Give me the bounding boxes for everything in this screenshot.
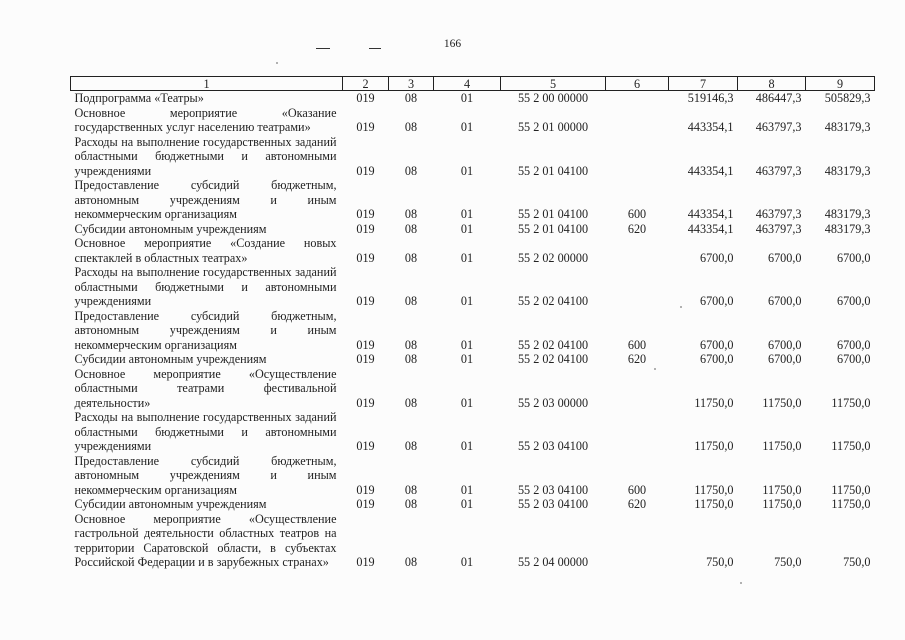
target-article-code: 55 2 03 00000 bbox=[517, 395, 589, 410]
amount-col9: 483179,3 bbox=[824, 221, 871, 236]
target-article-code: 55 2 00 00000 bbox=[517, 91, 589, 105]
amount-col9: 483179,3 bbox=[824, 207, 871, 221]
expense-type-code bbox=[606, 91, 669, 106]
table-row bbox=[71, 410, 875, 454]
amount-col7: 443354,1 bbox=[687, 163, 734, 178]
grbs-code: 019 bbox=[356, 482, 375, 497]
amount-col8: 11750,0 bbox=[762, 497, 802, 511]
row-name: Субсидии автономным учреждениям bbox=[74, 221, 267, 236]
table-row bbox=[71, 454, 875, 498]
grbs-code: 019 bbox=[356, 221, 375, 236]
row-name: Основное мероприятие «Оказание государственных услуг населению театрами» bbox=[74, 105, 337, 134]
target-article-code: 55 2 02 04100 bbox=[517, 294, 589, 308]
row-name: Предоставление субсидий бюджетным, автономным учреждениям и иным некоммерческим организациям bbox=[74, 178, 337, 221]
subsection-code: 01 bbox=[460, 497, 474, 511]
amount-col7: 519146,3 bbox=[687, 91, 734, 105]
section-code: 08 bbox=[404, 439, 418, 453]
target-article-code: 55 2 01 04100 bbox=[517, 207, 589, 221]
section-code: 08 bbox=[404, 337, 418, 352]
target-article-code: 55 2 01 04100 bbox=[517, 221, 589, 236]
amount-col7: 443354,1 bbox=[687, 120, 734, 134]
subsection-code: 01 bbox=[460, 221, 474, 236]
section-code: 08 bbox=[404, 497, 418, 511]
amount-col9: 11750,0 bbox=[831, 439, 871, 453]
expense-type-code bbox=[606, 410, 669, 454]
table-row bbox=[71, 178, 875, 222]
section-code: 08 bbox=[404, 250, 418, 265]
header-row bbox=[71, 77, 875, 91]
page-number: 166 bbox=[443, 38, 462, 50]
table-row bbox=[71, 222, 875, 237]
header-cell: 9 bbox=[806, 77, 875, 91]
row-name: Основное мероприятие «Создание новых спектаклей в областных театрах» bbox=[74, 236, 337, 265]
expense-type-code: 600 bbox=[627, 337, 647, 352]
amount-col7: 6700,0 bbox=[699, 250, 734, 265]
subsection-code: 01 bbox=[460, 395, 474, 410]
section-code: 08 bbox=[404, 221, 418, 236]
section-code: 08 bbox=[404, 207, 418, 221]
row-name: Расходы на выполнение государственных заданий областными бюджетными и автономными учреждениями bbox=[74, 410, 337, 453]
amount-col7: 11750,0 bbox=[694, 482, 734, 497]
amount-col9: 750,0 bbox=[843, 555, 871, 569]
section-code: 08 bbox=[404, 482, 418, 497]
amount-col9: 11750,0 bbox=[831, 497, 871, 511]
grbs-code: 019 bbox=[356, 120, 375, 134]
subsection-code: 01 bbox=[460, 91, 474, 105]
amount-col8: 486447,3 bbox=[755, 91, 802, 105]
header-cell: 3 bbox=[389, 77, 434, 91]
amount-col8: 6700,0 bbox=[767, 337, 802, 352]
amount-col9: 6700,0 bbox=[836, 250, 871, 265]
section-code: 08 bbox=[404, 294, 418, 308]
amount-col8: 463797,3 bbox=[755, 163, 802, 178]
amount-col8: 11750,0 bbox=[762, 482, 802, 497]
expense-type-code bbox=[606, 367, 669, 411]
table-row bbox=[71, 309, 875, 353]
table-row bbox=[71, 352, 875, 367]
amount-col7: 6700,0 bbox=[699, 294, 734, 308]
scan-speck bbox=[276, 62, 278, 64]
subsection-code: 01 bbox=[460, 555, 474, 569]
target-article-code: 55 2 02 00000 bbox=[517, 250, 589, 265]
header-cell: 4 bbox=[434, 77, 501, 91]
expense-type-code bbox=[606, 106, 669, 135]
amount-col7: 6700,0 bbox=[699, 337, 734, 352]
target-article-code: 55 2 03 04100 bbox=[517, 497, 589, 511]
amount-col7: 11750,0 bbox=[694, 439, 734, 453]
grbs-code: 019 bbox=[356, 555, 375, 569]
table-row bbox=[71, 91, 875, 106]
table-row bbox=[71, 367, 875, 411]
subsection-code: 01 bbox=[460, 352, 474, 366]
grbs-code: 019 bbox=[356, 352, 375, 366]
section-code: 08 bbox=[404, 555, 418, 569]
subsection-code: 01 bbox=[460, 120, 474, 134]
target-article-code: 55 2 03 04100 bbox=[517, 482, 589, 497]
amount-col9: 483179,3 bbox=[824, 120, 871, 134]
row-name: Основное мероприятие «Осуществление областными театрами фестивальной деятельности» bbox=[74, 366, 337, 410]
amount-col9: 6700,0 bbox=[836, 294, 871, 308]
amount-col8: 11750,0 bbox=[762, 439, 802, 453]
grbs-code: 019 bbox=[356, 91, 375, 105]
amount-col8: 750,0 bbox=[774, 555, 802, 569]
header-cell: 6 bbox=[606, 77, 669, 91]
section-code: 08 bbox=[404, 395, 418, 410]
header-cell: 2 bbox=[343, 77, 389, 91]
target-article-code: 55 2 04 00000 bbox=[517, 555, 589, 569]
table-row bbox=[71, 135, 875, 179]
amount-col9: 505829,3 bbox=[824, 91, 871, 105]
table-row bbox=[71, 512, 875, 570]
subsection-code: 01 bbox=[460, 294, 474, 308]
amount-col7: 750,0 bbox=[706, 555, 734, 569]
target-article-code: 55 2 01 00000 bbox=[517, 120, 589, 134]
expense-type-code bbox=[606, 512, 669, 570]
amount-col8: 463797,3 bbox=[755, 207, 802, 221]
amount-col9: 11750,0 bbox=[831, 395, 871, 410]
row-name: Подпрограмма «Театры» bbox=[74, 91, 204, 105]
section-code: 08 bbox=[404, 352, 418, 366]
grbs-code: 019 bbox=[356, 294, 375, 308]
grbs-code: 019 bbox=[356, 395, 375, 410]
expense-type-code bbox=[606, 135, 669, 179]
header-cell: 8 bbox=[738, 77, 806, 91]
amount-col8: 463797,3 bbox=[755, 120, 802, 134]
expense-type-code: 620 bbox=[627, 221, 647, 236]
table-row bbox=[71, 265, 875, 309]
scan-mark bbox=[369, 48, 381, 49]
grbs-code: 019 bbox=[356, 207, 375, 221]
amount-col7: 443354,1 bbox=[687, 221, 734, 236]
grbs-code: 019 bbox=[356, 337, 375, 352]
amount-col8: 6700,0 bbox=[767, 352, 802, 366]
grbs-code: 019 bbox=[356, 250, 375, 265]
amount-col9: 6700,0 bbox=[836, 352, 871, 366]
target-article-code: 55 2 01 04100 bbox=[517, 163, 589, 178]
amount-col8: 6700,0 bbox=[767, 294, 802, 308]
target-article-code: 55 2 02 04100 bbox=[517, 352, 589, 366]
budget-table bbox=[70, 76, 875, 570]
grbs-code: 019 bbox=[356, 497, 375, 511]
grbs-code: 019 bbox=[356, 439, 375, 453]
amount-col9: 11750,0 bbox=[831, 482, 871, 497]
expense-type-code bbox=[606, 236, 669, 265]
row-name: Предоставление субсидий бюджетным, автономным учреждениям и иным некоммерческим организациям bbox=[74, 308, 337, 352]
section-code: 08 bbox=[404, 91, 418, 105]
amount-col8: 6700,0 bbox=[767, 250, 802, 265]
amount-col8: 463797,3 bbox=[755, 221, 802, 236]
table-row bbox=[71, 236, 875, 265]
amount-col7: 443354,1 bbox=[687, 207, 734, 221]
subsection-code: 01 bbox=[460, 250, 474, 265]
row-name: Расходы на выполнение государственных заданий областными бюджетными и автономными учреждениями bbox=[74, 265, 337, 308]
header-cell: 5 bbox=[501, 77, 606, 91]
amount-col9: 483179,3 bbox=[824, 163, 871, 178]
row-name: Предоставление субсидий бюджетным, автономным учреждениям и иным некоммерческим организациям bbox=[74, 453, 337, 497]
section-code: 08 bbox=[404, 163, 418, 178]
table-row bbox=[71, 497, 875, 512]
target-article-code: 55 2 02 04100 bbox=[517, 337, 589, 352]
subsection-code: 01 bbox=[460, 482, 474, 497]
header-cell: 7 bbox=[669, 77, 738, 91]
grbs-code: 019 bbox=[356, 163, 375, 178]
row-name: Расходы на выполнение государственных заданий областными бюджетными и автономными учреждениями bbox=[74, 134, 337, 178]
row-name: Субсидии автономным учреждениям bbox=[74, 497, 267, 511]
amount-col7: 11750,0 bbox=[694, 395, 734, 410]
subsection-code: 01 bbox=[460, 439, 474, 453]
scan-mark bbox=[316, 48, 330, 49]
subsection-code: 01 bbox=[460, 337, 474, 352]
expense-type-code: 600 bbox=[627, 482, 647, 497]
subsection-code: 01 bbox=[460, 163, 474, 178]
subsection-code: 01 bbox=[460, 207, 474, 221]
scan-speck bbox=[740, 582, 742, 584]
expense-type-code: 620 bbox=[627, 497, 647, 511]
amount-col8: 11750,0 bbox=[762, 395, 802, 410]
expense-type-code: 620 bbox=[627, 352, 647, 366]
target-article-code: 55 2 03 04100 bbox=[517, 439, 589, 453]
expense-type-code: 600 bbox=[627, 207, 647, 221]
section-code: 08 bbox=[404, 120, 418, 134]
row-name: Субсидии автономным учреждениям bbox=[74, 352, 267, 366]
row-name: Основное мероприятие «Осуществление гастрольной деятельности областных театров на территории Саратовской области, в субъектах Российской Федерации и в зарубежных странах» bbox=[74, 511, 337, 569]
header-cell: 1 bbox=[71, 77, 343, 91]
amount-col7: 11750,0 bbox=[694, 497, 734, 511]
amount-col7: 6700,0 bbox=[699, 352, 734, 366]
table-row bbox=[71, 106, 875, 135]
expense-type-code bbox=[606, 265, 669, 309]
amount-col9: 6700,0 bbox=[836, 337, 871, 352]
